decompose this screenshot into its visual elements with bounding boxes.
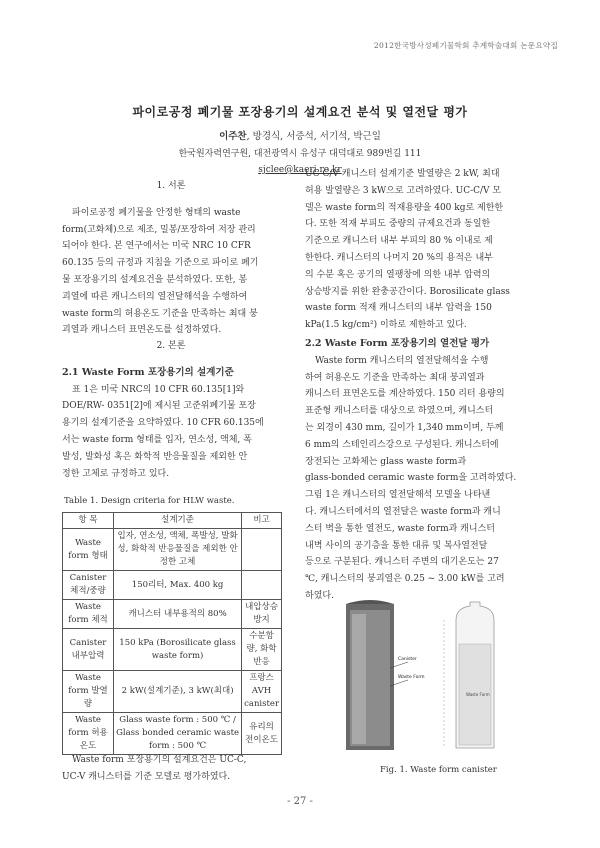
table-header-item: 항 목 bbox=[63, 513, 114, 529]
text-line: 괴열과 캐니스터 표면온도를 설정하였다. bbox=[62, 325, 222, 336]
figure-caption: Fig. 1. Waste form canister bbox=[380, 765, 497, 775]
section-2 bbox=[62, 338, 280, 482]
text-line: 내벽 사이의 공기층을 통한 대류 및 복사열전달 bbox=[305, 540, 488, 551]
text-line: 파이로공정 폐기물을 안정한 형태의 waste bbox=[72, 207, 241, 218]
text-line: 그림 1은 캐니스터의 열전달해석 모델을 나타낸 bbox=[305, 490, 491, 501]
canister-label: Canister bbox=[398, 657, 417, 662]
text-line: 장전되는 고화체는 glass waste form과 bbox=[305, 456, 467, 467]
text-line: waste form의 허용온도 기준을 만족하는 최대 붕 bbox=[62, 308, 258, 319]
right-column-intro bbox=[305, 166, 527, 334]
text-line: 서는 waste form 형태를 입자, 연소성, 액체, 폭 bbox=[62, 434, 252, 445]
authors bbox=[0, 128, 600, 142]
text-line: 표준형 캐니스터를 대상으로 하였으며, 캐니스터 bbox=[305, 406, 494, 417]
running-header: 2012한국방사성폐기물학회 추계학술대회 논문요약집 bbox=[373, 41, 558, 50]
affiliation: 한국원자력연구원, 대전광역시 유성구 대덕대로 989번길 111 bbox=[178, 149, 422, 159]
table-cell-note: 내압상승 방지 bbox=[242, 600, 282, 629]
table-cell-criteria: 입자, 연소성, 액체, 폭발성, 발화성, 화학적 반응물질을 제외한 안정한 고체 bbox=[114, 529, 242, 571]
section-label: Waste Form bbox=[466, 692, 490, 697]
table-cell-note bbox=[242, 529, 282, 571]
section-1-heading: 1. 서론 bbox=[156, 181, 186, 191]
table-cell-item: Canister 내부압력 bbox=[63, 629, 114, 671]
text-line: 발성, 발화성 혹은 화학적 반응물질을 제외한 안 bbox=[62, 451, 248, 462]
waste-form-label: Waste Form bbox=[398, 675, 425, 680]
text-line: 등으로 구분된다. 캐니스터 주변의 대기온도는 27 bbox=[305, 557, 499, 568]
text-line: kPa(1.5 kg/cm²) 이하로 제한하고 있다. bbox=[305, 320, 467, 331]
text-line: 괴열에 따른 캐니스터의 열전달해석을 수행하여 bbox=[62, 291, 248, 302]
table-caption: Table 1. Design criteria for HLW waste. bbox=[64, 496, 235, 506]
table-cell-item: Waste form 형태 bbox=[63, 529, 114, 571]
section-2-2-heading: 2.2 Waste Form 포장용기의 열전달 평가 bbox=[305, 338, 490, 349]
table-cell-note bbox=[242, 571, 282, 600]
text-line: 캐니스터 표면온도를 계산하였다. 150 리터 용량의 bbox=[305, 389, 505, 400]
table-cell-criteria: Glass waste form : 500 ℃ / Glass bonded ceramic waste form : 500 ℃ bbox=[114, 713, 242, 755]
table-cell-criteria: 150 kPa (Borosilicate glass waste form) bbox=[114, 629, 242, 671]
text-line: 하였다. bbox=[305, 590, 334, 601]
co-authors: , 방경식, 서증석, 서기석, 박근일 bbox=[246, 131, 381, 142]
text-line: 기준으로 캐니스터 내부 부피의 80 % 이내로 제 bbox=[305, 236, 493, 247]
text-line: 60.135 등의 규정과 지침을 기준으로 파이로 폐기 bbox=[62, 258, 259, 269]
table-cell-criteria: 150리터, Max. 400 kg bbox=[114, 571, 242, 600]
table-header-criteria: 설계기준 bbox=[114, 513, 242, 529]
text-line: 상승방지를 위한 완충공간이다. Borosilicate glass bbox=[305, 286, 510, 297]
table-row bbox=[63, 671, 282, 713]
design-criteria-table bbox=[62, 512, 282, 755]
text-line: 스터 벽을 통한 열전도, waste form과 캐니스터 bbox=[305, 523, 495, 534]
table-row bbox=[63, 629, 282, 671]
table-cell-item: Waste form 허용온도 bbox=[63, 713, 114, 755]
text-line: UC-C/V 캐니스터 설계기준 발열량은 2 kW, 최대 bbox=[305, 169, 500, 179]
text-line: waste form 적재 캐니스터의 내부 압력을 150 bbox=[305, 303, 492, 314]
text-line: glass-bonded ceramic waste form을 고려하였다. bbox=[305, 473, 517, 484]
text-line: 델은 waste form의 적재용량을 400 kg로 제한한 bbox=[305, 202, 504, 213]
table-cell-note: 프랑스 AVH canister bbox=[242, 671, 282, 713]
text-line: 다. 또한 적재 부피도 중량의 규제요건과 동일한 bbox=[305, 219, 491, 230]
table-row bbox=[63, 713, 282, 755]
table-cell-criteria: 캐니스터 내부용적의 80% bbox=[114, 600, 242, 629]
table-cell-note: 유리의 전이온도 bbox=[242, 713, 282, 755]
page-number: - 27 - bbox=[287, 796, 313, 807]
text-line: UC-V 캐니스터를 기준 모델로 평가하였다. bbox=[62, 771, 231, 782]
section-1-body bbox=[62, 205, 280, 339]
text-line: 물 포장용기의 설계요건을 분석하였다. 또한, 봉 bbox=[62, 274, 248, 285]
table-cell-item: Canister 체적/중량 bbox=[63, 571, 114, 600]
text-line: form(고화체)으로 제조, 밀봉/포장하여 저장 관리 bbox=[62, 224, 256, 235]
section-2-1-heading: 2.1 Waste Form 포장용기의 설계기준 bbox=[62, 366, 234, 378]
text-line: DOE/RW- 0351[2]에 제시된 고준위폐기물 포장 bbox=[62, 401, 256, 412]
table-header-row bbox=[63, 513, 282, 529]
section-2-1-body bbox=[62, 382, 280, 483]
paper-title: 파이로공정 폐기물 포장용기의 설계요건 분석 및 열전달 평가 bbox=[132, 105, 468, 119]
text-line: 다. 캐니스터에서의 열전달은 waste form과 캐니 bbox=[305, 506, 501, 517]
section-2-1-continued bbox=[62, 752, 280, 786]
lead-author: 이주찬 bbox=[219, 131, 247, 142]
section-2-2 bbox=[305, 336, 527, 605]
text-line: 표 1은 미국 NRC의 10 CFR 60.135[1]와 bbox=[72, 384, 245, 395]
text-line: 의 수분 혹은 공기의 열팽창에 의한 내부 압력의 bbox=[305, 269, 491, 280]
table-cell-item: Waste form 체적 bbox=[63, 600, 114, 629]
text-line: 허용 발열량은 3 kW으로 고려하였다. UC-C/V 모 bbox=[305, 185, 502, 196]
table-cell-criteria: 2 kW(설계기준), 3 kW(최대) bbox=[114, 671, 242, 713]
text-line: 6 mm의 스테인리스강으로 구성된다. 캐니스터에 bbox=[305, 439, 499, 450]
text-line: 정한 고체로 규정하고 있다. bbox=[62, 468, 170, 479]
table-cell-note: 수분함량, 화학반응 bbox=[242, 629, 282, 671]
email-link[interactable]: sjclee@kaeri.re.kr bbox=[258, 165, 342, 175]
text-line: 하여 허용온도 기준을 만족하는 최대 붕괴열과 bbox=[305, 372, 485, 383]
canister-figure bbox=[338, 600, 508, 752]
section-2-heading: 2. 본론 bbox=[156, 341, 186, 351]
canister-top bbox=[346, 600, 394, 604]
section-1 bbox=[62, 178, 280, 339]
canister-highlight bbox=[352, 614, 366, 744]
text-line: 는 외경이 430 mm, 길이가 1,340 mm이며, 두께 bbox=[305, 422, 504, 433]
text-line: 되어야 한다. 본 연구에서는 미국 NRC 10 CFR bbox=[62, 241, 251, 252]
table-cell-item: Waste form 발열량 bbox=[63, 671, 114, 713]
table-row bbox=[63, 571, 282, 600]
section-2-2-body bbox=[305, 353, 527, 605]
text-line: Waste form 포장용기의 설계요건은 UC-C, bbox=[72, 755, 247, 765]
text-line: 용기의 설계기준을 요약하였다. 10 CFR 60.135에 bbox=[62, 418, 264, 429]
table-row bbox=[63, 529, 282, 571]
table-header-note: 비고 bbox=[242, 513, 282, 529]
text-line: Waste form 캐니스터의 열전달해석을 수행 bbox=[315, 355, 489, 366]
text-line: ℃, 캐니스터의 붕괴열은 0.25 ~ 3.00 kW를 고려 bbox=[305, 574, 505, 585]
table-row bbox=[63, 600, 282, 629]
text-line: 한한다. 캐니스터의 나머지 20 %의 용적은 내부 bbox=[305, 252, 493, 263]
